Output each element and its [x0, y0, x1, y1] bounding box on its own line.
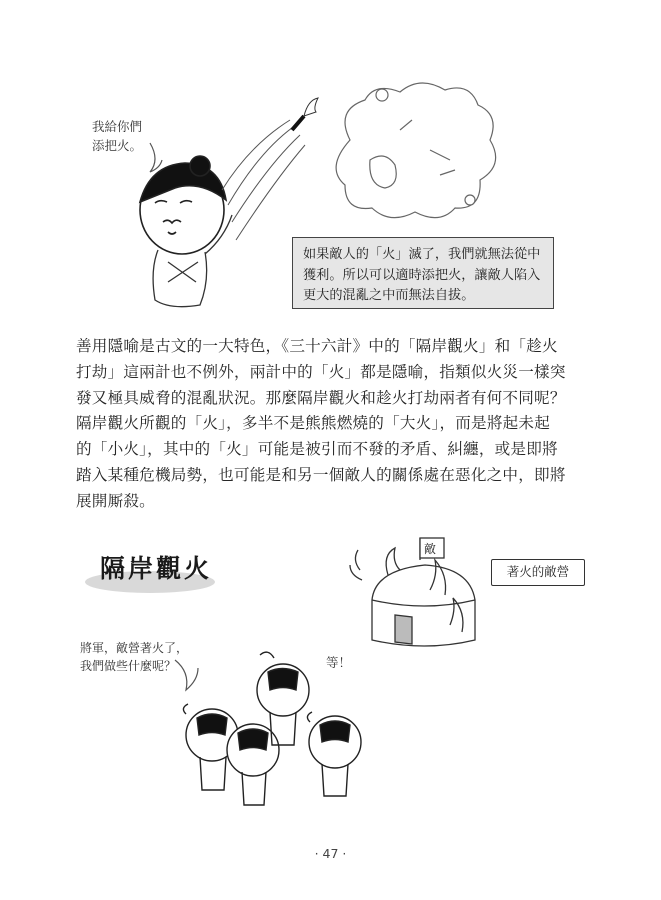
general-reply-text: 等！ — [326, 655, 352, 670]
enemy-flag-text: 敵 — [424, 542, 437, 556]
soldiers-group-illustration — [183, 652, 361, 805]
page-number: · 47 · — [314, 846, 347, 861]
camp-label-box: 著火的敵營 — [491, 559, 585, 586]
body-paragraph: 善用隱喻是古文的一大特色，《三十六計》中的「隔岸觀火」和「趁火 打劫」這兩計也不例外，兩計中的「火」都是隱喻，指類似火災一樣突 發又極具威脅的混亂狀況。那麼隔岸觀火和趁火打劫兩者有何不同呢？ 隔岸觀火所觀的「火」，多半不是熊熊燃燒的「大火」，而是將起未起 的「小火」，其中的「火」可能是被引而不發的矛盾、糾纏，或是即將 踏入某種危機局勢，也可能是和另一個敵人的關係處在惡化之中，即將 展開厮殺。 — [76, 337, 566, 510]
explanation-note-box: 如果敵人的「火」滅了，我們就無法從中 獲利。所以可以適時添把火，讓敵人陷入 更大的混亂之中而無法自拔。 — [292, 237, 554, 309]
speech-bubble-text: 我給你們 添把火。 — [92, 119, 143, 153]
smoke-cloud-illustration — [336, 83, 496, 218]
torch-icon — [292, 98, 318, 130]
speech-bubble-tail — [150, 143, 162, 172]
soldier-question-text: 將軍，敵營著火了， 我們做些什麼呢？ — [80, 641, 189, 673]
motion-lines — [222, 120, 305, 240]
burning-camp-illustration — [350, 538, 475, 646]
section-title: 隔岸觀火 — [100, 554, 213, 583]
